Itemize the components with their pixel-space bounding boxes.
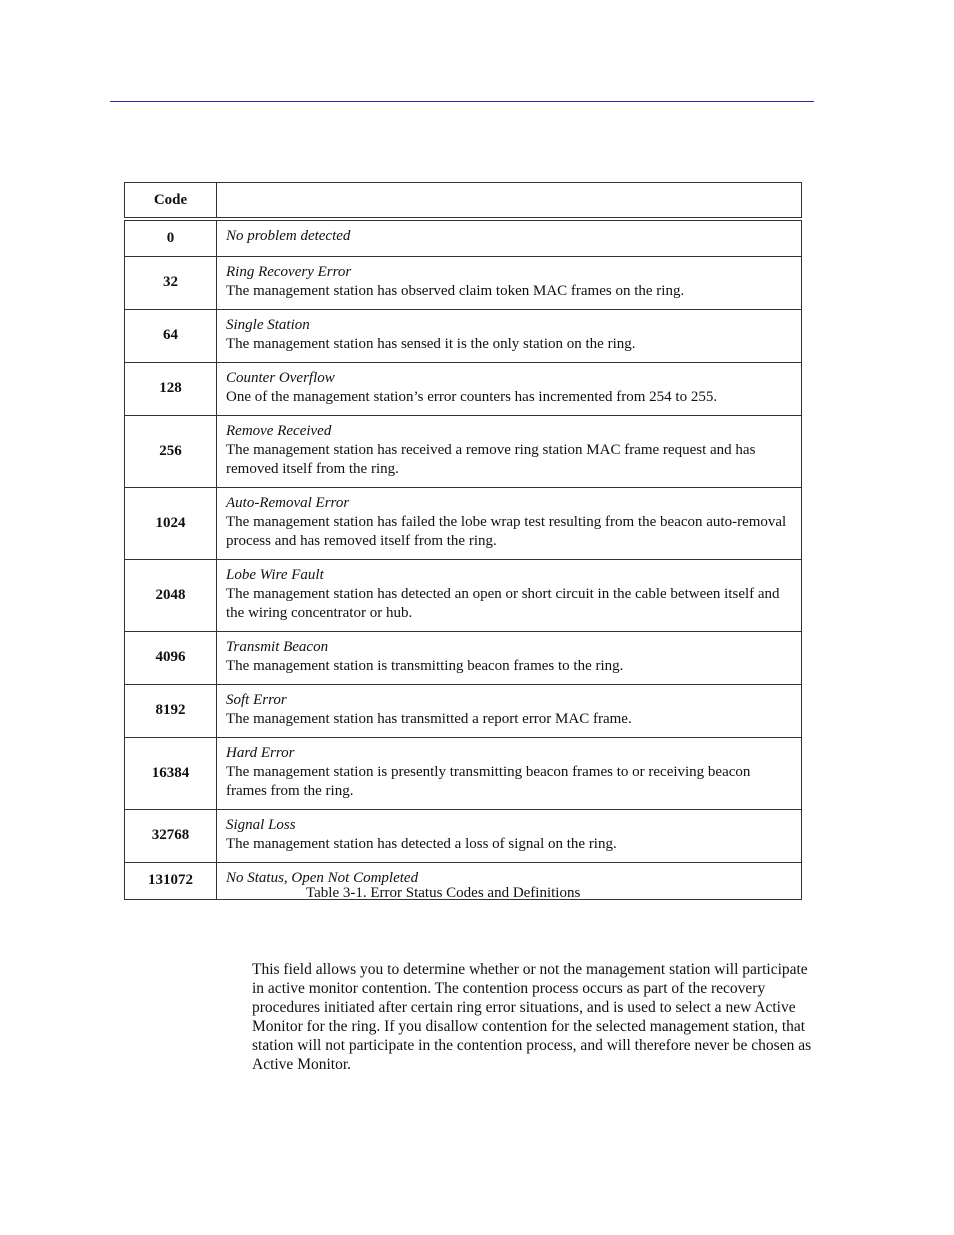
status-term: Counter Overflow [226, 369, 335, 386]
status-definition: One of the management station’s error counters has incremented from 254 to 255. [226, 388, 718, 405]
status-code: 16384 [125, 737, 217, 809]
table-row [125, 631, 802, 684]
status-term: Transmit Beacon [226, 638, 329, 655]
status-definition: The management station has observed claim token MAC frames on the ring. [226, 282, 685, 299]
table-row [125, 684, 802, 737]
status-description [217, 309, 802, 362]
status-description [217, 559, 802, 631]
table-row [125, 559, 802, 631]
table-row [125, 362, 802, 415]
status-description [217, 256, 802, 309]
status-term: Ring Recovery Error [226, 263, 352, 280]
body-paragraph: This field allows you to determine whether or not the management station will participate in active monitor contention. The contention process occurs as part of the recovery procedures initiated after certain ring error situations, and is used to select a new Active Monitor for the ring. If you disallow contention for the selected management station, that station will not participate in the contention process, and will therefore never be chosen as Active Monitor. [252, 960, 812, 1073]
table-row [125, 309, 802, 362]
status-code: 64 [125, 309, 217, 362]
table-row [125, 487, 802, 559]
status-term: Soft Error [226, 691, 287, 708]
table-caption: Table 3-1. Error Status Codes and Definitions [306, 885, 581, 901]
status-definition: The management station has detected an open or short circuit in the cable between itself and the wiring concentrator or hub. [226, 585, 780, 621]
status-code: 2048 [125, 559, 217, 631]
error-status-table [124, 182, 802, 900]
status-code: 256 [125, 415, 217, 487]
status-description [217, 415, 802, 487]
column-header-description [217, 183, 802, 220]
status-description [217, 631, 802, 684]
status-definition: The management station is transmitting beacon frames to the ring. [226, 657, 624, 674]
status-code: 8192 [125, 684, 217, 737]
status-definition: The management station has received a remove ring station MAC frame request and has removed itself from the ring. [226, 441, 756, 477]
column-header-code: Code [125, 183, 217, 220]
status-code: 1024 [125, 487, 217, 559]
status-description [217, 684, 802, 737]
status-definition: The management station has detected a loss of signal on the ring. [226, 835, 617, 852]
table-row [125, 809, 802, 862]
status-definition: The management station has transmitted a report error MAC frame. [226, 710, 632, 727]
status-code: 32 [125, 256, 217, 309]
status-code: 32768 [125, 809, 217, 862]
table-row [125, 415, 802, 487]
status-term: Lobe Wire Fault [226, 566, 324, 583]
table-row [125, 256, 802, 309]
status-term: Signal Loss [226, 816, 296, 833]
status-description [217, 737, 802, 809]
status-description [217, 219, 802, 256]
status-term: No problem detected [226, 228, 351, 244]
status-description [217, 362, 802, 415]
status-term: Remove Received [226, 422, 332, 439]
status-description [217, 809, 802, 862]
status-description [217, 487, 802, 559]
status-code: 131072 [125, 862, 217, 899]
status-code: 128 [125, 362, 217, 415]
table-row [125, 219, 802, 256]
status-term: Hard Error [226, 744, 295, 761]
status-code: 4096 [125, 631, 217, 684]
status-definition: The management station has sensed it is the only station on the ring. [226, 335, 636, 352]
status-code: 0 [125, 219, 217, 256]
status-definition: The management station is presently transmitting beacon frames to or receiving beacon frames from the ring. [226, 763, 751, 799]
status-term: Single Station [226, 316, 310, 333]
status-term: No Status, Open Not Completed [226, 869, 419, 886]
header-rule [110, 101, 814, 102]
status-definition: The management station has failed the lobe wrap test resulting from the beacon auto-removal process and has removed itself from the ring. [226, 513, 787, 549]
status-term: Auto-Removal Error [226, 494, 350, 511]
table-header-row [125, 183, 802, 220]
table-row [125, 737, 802, 809]
